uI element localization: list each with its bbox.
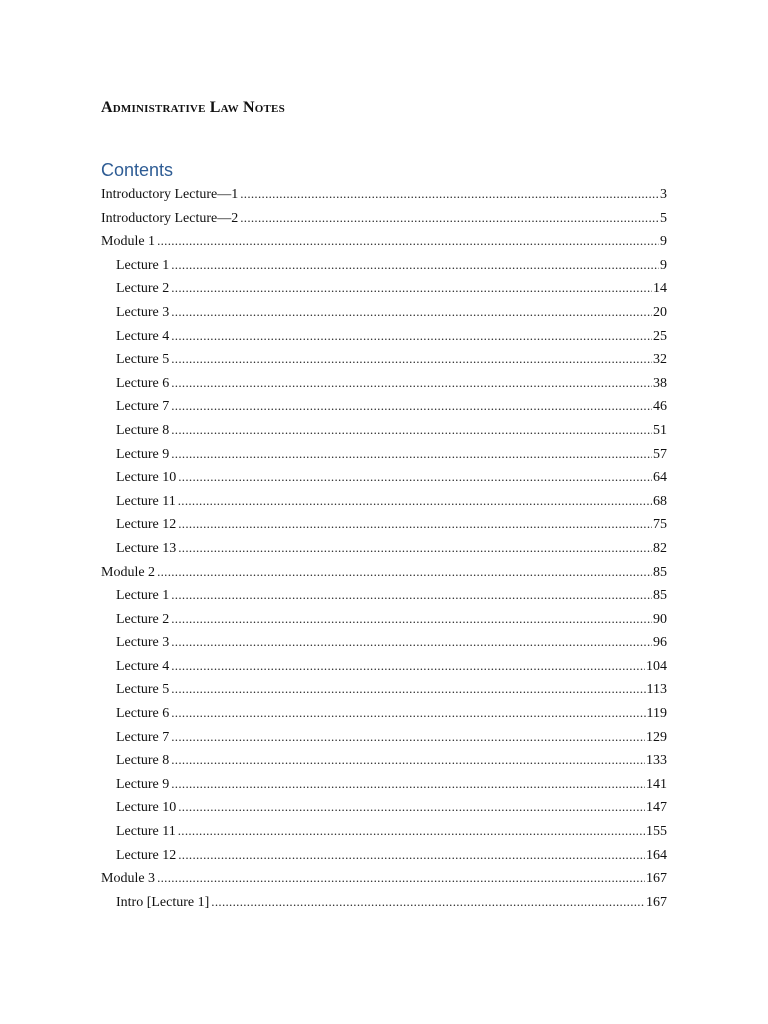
toc-entry-page-number: 75 [653, 517, 667, 533]
toc-entry-section[interactable] [101, 182, 667, 206]
toc-entry-label: Lecture 5 [116, 352, 170, 368]
toc-entry-page-number: 38 [653, 375, 667, 391]
toc-dot-leader [171, 583, 652, 607]
toc-dot-leader [171, 394, 652, 418]
toc-entry-subsection[interactable] [101, 347, 667, 371]
toc-entry-label: Lecture 2 [116, 611, 170, 627]
toc-entry-subsection[interactable] [101, 300, 667, 324]
toc-entry-page-number: 20 [653, 304, 667, 320]
toc-dot-leader [171, 677, 645, 701]
toc-entry-label: Lecture 8 [116, 753, 170, 769]
toc-entry-label: Lecture 2 [116, 281, 170, 297]
toc-entry-subsection[interactable] [101, 748, 667, 772]
toc-entry-page-number: 85 [653, 588, 667, 604]
toc-entry-page-number: 85 [653, 564, 667, 580]
toc-entry-subsection[interactable] [101, 701, 667, 725]
toc-entry-label: Introductory Lecture—1 [101, 187, 239, 202]
toc-entry-page-number: 3 [660, 187, 667, 202]
toc-entry-label: Lecture 7 [116, 729, 170, 745]
toc-entry-subsection[interactable] [101, 843, 667, 867]
toc-entry-subsection[interactable] [101, 253, 667, 277]
toc-entry-page-number: 167 [646, 894, 667, 910]
toc-entry-page-number: 133 [646, 753, 667, 769]
toc-dot-leader [171, 418, 652, 442]
toc-entry-subsection[interactable] [101, 677, 667, 701]
toc-entry-page-number: 46 [653, 399, 667, 415]
toc-entry-label: Module 1 [101, 234, 156, 250]
toc-entry-subsection[interactable] [101, 630, 667, 654]
toc-entry-section[interactable] [101, 560, 667, 584]
toc-entry-label: Lecture 10 [116, 470, 177, 486]
toc-entry-subsection[interactable] [101, 819, 667, 843]
toc-dot-leader [171, 607, 652, 631]
toc-entry-subsection[interactable] [101, 583, 667, 607]
toc-entry-label: Lecture 9 [116, 776, 170, 792]
toc-dot-leader [171, 253, 659, 277]
toc-entry-page-number: 5 [660, 210, 667, 226]
toc-entry-label: Module 2 [101, 564, 156, 580]
toc-dot-leader [157, 229, 659, 253]
toc-entry-page-number: 167 [646, 871, 667, 887]
toc-entry-page-number: 104 [646, 658, 667, 674]
toc-entry-subsection[interactable] [101, 394, 667, 418]
toc-entry-label: Lecture 13 [116, 540, 177, 556]
toc-entry-page-number: 25 [653, 328, 667, 344]
toc-entry-page-number: 164 [646, 847, 667, 863]
toc-entry-label: Lecture 8 [116, 422, 170, 438]
toc-entry-label: Lecture 11 [116, 824, 176, 840]
toc-entry-label: Lecture 4 [116, 328, 170, 344]
toc-entry-label: Lecture 11 [116, 493, 176, 509]
toc-entry-label: Lecture 5 [116, 682, 170, 698]
toc-entry-subsection[interactable] [101, 890, 667, 914]
toc-entry-label: Lecture 6 [116, 375, 170, 391]
toc-entry-subsection[interactable] [101, 489, 667, 513]
toc-entry-subsection[interactable] [101, 465, 667, 489]
toc-dot-leader [171, 347, 652, 371]
toc-entry-page-number: 9 [660, 257, 667, 273]
toc-entry-page-number: 155 [646, 824, 667, 840]
toc-entry-label: Introductory Lecture—2 [101, 210, 239, 226]
toc-entry-section[interactable] [101, 866, 667, 890]
toc-dot-leader [178, 843, 645, 867]
toc-dot-leader [178, 795, 645, 819]
toc-dot-leader [171, 442, 652, 466]
toc-dot-leader [171, 725, 645, 749]
toc-entry-page-number: 129 [646, 729, 667, 745]
table-of-contents [101, 182, 667, 913]
toc-entry-label: Lecture 1 [116, 588, 170, 604]
toc-dot-leader [178, 512, 652, 536]
toc-entry-page-number: 14 [653, 281, 667, 297]
toc-entry-page-number: 96 [653, 635, 667, 651]
toc-entry-subsection[interactable] [101, 795, 667, 819]
document-title: Administrative Law Notes [101, 99, 285, 116]
toc-entry-section[interactable] [101, 206, 667, 230]
toc-entry-page-number: 82 [653, 540, 667, 556]
toc-entry-label: Lecture 3 [116, 304, 170, 320]
toc-dot-leader [178, 465, 652, 489]
toc-entry-label: Lecture 10 [116, 800, 177, 816]
toc-dot-leader [178, 536, 652, 560]
toc-dot-leader [171, 630, 652, 654]
toc-dot-leader [178, 489, 652, 513]
toc-entry-label: Lecture 12 [116, 847, 177, 863]
toc-entry-subsection[interactable] [101, 607, 667, 631]
toc-entry-page-number: 90 [653, 611, 667, 627]
toc-dot-leader [171, 300, 652, 324]
toc-dot-leader [171, 701, 645, 725]
toc-entry-page-number: 147 [646, 800, 667, 816]
toc-entry-label: Intro [Lecture 1] [116, 894, 210, 910]
toc-entry-page-number: 64 [653, 470, 667, 486]
toc-entry-label: Lecture 12 [116, 517, 177, 533]
toc-entry-page-number: 32 [653, 352, 667, 368]
toc-entry-label: Lecture 6 [116, 706, 170, 722]
toc-dot-leader [171, 654, 645, 678]
toc-entry-subsection[interactable] [101, 276, 667, 300]
toc-entry-page-number: 141 [646, 776, 667, 792]
toc-entry-section[interactable] [101, 229, 667, 253]
toc-entry-label: Lecture 7 [116, 399, 170, 415]
toc-dot-leader [171, 371, 652, 395]
toc-dot-leader [157, 866, 645, 890]
toc-entry-subsection[interactable] [101, 536, 667, 560]
toc-dot-leader [171, 276, 652, 300]
toc-entry-subsection[interactable] [101, 512, 667, 536]
toc-dot-leader [157, 560, 652, 584]
toc-entry-subsection[interactable] [101, 772, 667, 796]
toc-entry-page-number: 51 [653, 422, 667, 438]
toc-entry-subsection[interactable] [101, 654, 667, 678]
toc-dot-leader [240, 206, 659, 230]
toc-dot-leader [240, 182, 659, 206]
toc-entry-label: Lecture 4 [116, 658, 170, 674]
toc-dot-leader [211, 890, 645, 914]
toc-entry-subsection[interactable] [101, 725, 667, 749]
toc-entry-subsection[interactable] [101, 371, 667, 395]
toc-dot-leader [171, 324, 652, 348]
toc-dot-leader [171, 772, 645, 796]
toc-entry-page-number: 113 [646, 682, 667, 698]
toc-dot-leader [171, 748, 645, 772]
contents-heading: Contents [101, 160, 174, 180]
toc-entry-subsection[interactable] [101, 418, 667, 442]
toc-entry-page-number: 68 [653, 493, 667, 509]
toc-entry-label: Lecture 3 [116, 635, 170, 651]
toc-entry-subsection[interactable] [101, 442, 667, 466]
toc-entry-page-number: 9 [660, 234, 667, 250]
toc-entry-label: Module 3 [101, 871, 156, 887]
toc-entry-page-number: 119 [646, 706, 667, 722]
toc-entry-page-number: 57 [653, 446, 667, 462]
toc-entry-label: Lecture 1 [116, 257, 170, 273]
toc-dot-leader [178, 819, 645, 843]
toc-entry-label: Lecture 9 [116, 446, 170, 462]
toc-entry-subsection[interactable] [101, 324, 667, 348]
